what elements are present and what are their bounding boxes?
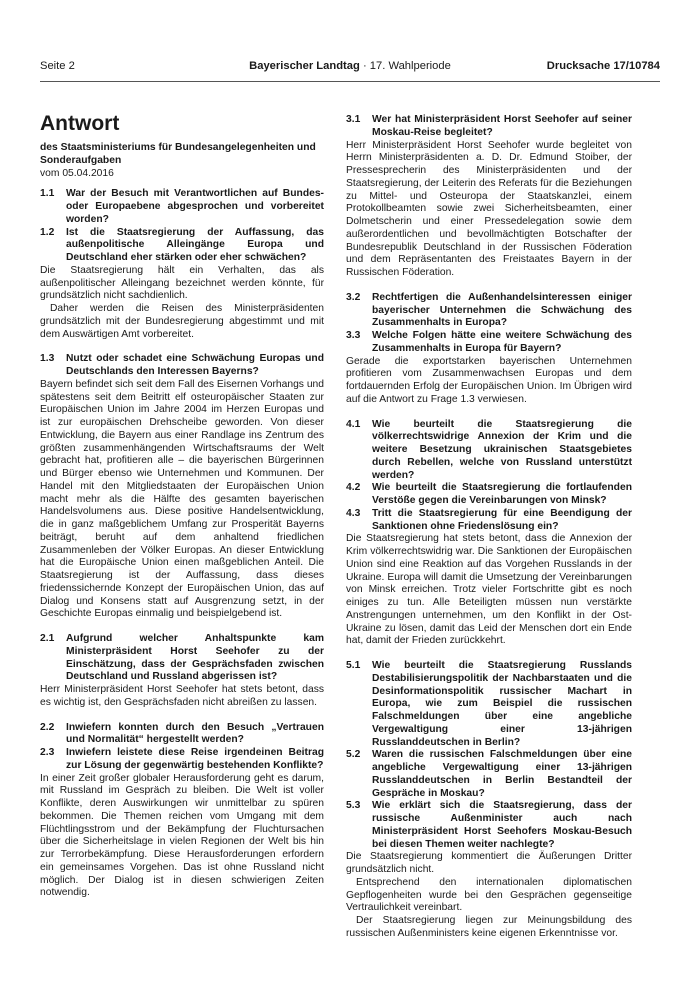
answer-4-3: Die Staatsregierung hat stets betont, dass die Annexion der Krim völkerrechtswidrig war. Die Sanktionen der Europäischen Union sind eine Reaktion auf das Vorgehen Russlands in der Ukraine. Europa will damit die Umsetzung der Vereinbarungen von Minsk erreichen. Trotz vieler Fortschritte gibt es noch einiges zu tun. Alle Beteiligten müssen nun verstärkte Anstrengungen unternehmen, um den Konflikt in der Ost-Ukraine zu lösen, damit das Leid der Menschen dort ein Ende hat, damit der Frieden zurückkehrt. xyxy=(346,533,632,647)
question-2-2 xyxy=(40,722,324,748)
answer-1-paragraph-2: Daher werden die Reisen des Ministerpräsidenten grundsätzlich mit der Bundesregierung abgestimmt und mit dem Auswärtigen Amt vorbereitet. xyxy=(40,303,324,340)
question-4-1 xyxy=(346,419,632,483)
answer-5-paragraph-3: Der Staatsregierung liegen zur Meinungsbildung des russischen Außenministers keine eigenen Erkenntnisse vor. xyxy=(346,915,632,939)
question-number: 4.3 xyxy=(346,507,361,519)
question-4-2 xyxy=(346,482,632,508)
question-text: Welche Folgen hätte eine weitere Schwächung des Zusammenhalts in Europa für Bayern? xyxy=(372,330,632,354)
question-text: Inwiefern leistete diese Reise irgendeinen Beitrag zur Lösung der gegenwärtig bestehenden Konflikte? xyxy=(66,747,324,771)
answer-5-paragraph-2: Entsprechend den internationalen diplomatischen Gepflogenheiten wurde bei den Gesprächen gegenseitige Vertraulichkeit vereinbart. xyxy=(346,876,632,914)
header-separator: · xyxy=(362,60,367,72)
question-text: Wer hat Ministerpräsident Horst Seehofer auf seiner Moskau-Reise begleitet? xyxy=(372,114,632,138)
page-number: Seite 2 xyxy=(40,60,75,72)
question-1-3 xyxy=(40,353,324,379)
question-1-2 xyxy=(40,227,324,265)
answer-title: Antwort xyxy=(40,112,120,135)
question-number: 1.1 xyxy=(40,188,55,200)
question-number: 5.2 xyxy=(346,749,361,761)
left-column xyxy=(40,100,324,900)
question-5-1 xyxy=(346,660,632,749)
right-column xyxy=(346,100,632,941)
question-text: Ist die Staatsregierung der Auffassung, das außenpolitische Alleingänge Europa und Deutschland eher stärken oder eher schwächen? xyxy=(66,226,324,263)
parliament-name: Bayerischer Landtag xyxy=(249,60,360,72)
answer-2-3: In einer Zeit großer globaler Herausforderung geht es darum, mit Russland im Gespräch zu bleiben. Die Welt ist voller Konflikte, deren Auswirkungen wir unmittelbar zu spüren bekommen. Die Themen reichen vom Umgang mit dem Flüchtlingsstrom und der Bekämpfung der Fluchtursachen über die Sicherheitslage in vielen Regionen der Welt bis hin zur Terrorbekämpfung. Diese Herausforderungen erfordern ein gemeinsames Vorgehen. Das ist ohne Russland nicht möglich. Der Dialog ist in diesen schwierigen Zeiten notwendig. xyxy=(40,772,324,899)
question-number: 2.1 xyxy=(40,633,55,644)
question-number: 1.3 xyxy=(40,353,55,365)
answer-1-paragraph-1: Die Staatsregierung hält ein Verhalten, das als außenpolitischer Alleingang bezeichnet werden könnte, für grundsätzlich nicht sachdienlich. xyxy=(40,264,324,302)
question-number: 3.1 xyxy=(346,114,361,125)
question-5-3 xyxy=(346,800,632,851)
question-text: Rechtfertigen die Außenhandelsinteressen einiger bayerischer Unternehmen die Schwächung des Zusammenhalts in Europa? xyxy=(372,291,632,329)
answer-1-3: Bayern befindet sich seit dem Fall des Eisernen Vorhangs und spätestens seit dem Beitritt elf osteuropäischer Staaten zur Europäischen Union im Jahre 2004 im Herzen Europas und ist zur europäischen Drehscheibe geworden. Von dieser Entwicklung, die Bayern aus einer Randlage ins Zentrum des größten zusammenhängenden Wirtschaftsraums der Welt gebracht hat, profitieren alle – die bayerischen Bürgerinnen und Bürger ebenso wie Unternehmen und Kommunen. Der Handel mit den Mitgliedstaaten der Europäischen Union macht mehr als die Hälfte des gesamten bayerischen Handelsvolumens aus. Diese positive Handelsentwicklung, die in ganz maßgeblichem Umfang zur Prosperität Bayerns beiträgt, beruht auf dem anhaltend friedlichen Zusammenleben der Völker Europas. An dieser Entwicklung hat die Europäische Union einen maßgeblichen Anteil. Die Staatsregierung ist der Auffassung, dass dieses friedenssichernde Konzept der Europäischen Union, das auf Dialog und Konsens statt auf Ausgrenzung setzt, in der Geschichte Europas einmalig und beispielgebend ist. xyxy=(40,378,324,620)
document-number: Drucksache 17/10784 xyxy=(546,60,660,72)
question-1-1 xyxy=(40,188,324,226)
question-5-2 xyxy=(346,749,632,800)
page-header xyxy=(40,60,660,80)
question-number: 2.3 xyxy=(40,747,55,758)
answer-date: vom 05.04.2016 xyxy=(40,167,114,179)
question-text: War der Besuch mit Verantwortlichen auf Bundes- oder Europaebene abgesprochen und vorbereitet worden? xyxy=(66,188,324,225)
question-text: Aufgrund welcher Anhaltspunkte kam Ministerpräsident Horst Seehofer zu der Einschätzung, dass der Gesprächsfaden zwischen Deutschland und Russland abgerissen ist? xyxy=(66,633,324,683)
answer-2-1: Herr Ministerpräsident Horst Seehofer hat stets betont, dass es wichtig ist, den Gesprächsfaden nicht abreißen zu lassen. xyxy=(40,684,324,708)
question-text: Wie erklärt sich die Staatsregierung, dass der russische Außenminister auch nach Ministerpräsident Horst Seehofers Moskau-Besuch bei diesen Themen weiter nachlegte? xyxy=(372,800,632,850)
question-text: Wie beurteilt die Staatsregierung Russlands Destabilisierungspolitik der Nachbarstaaten und die Desinformationspolitik russischer Machart in Europa, wie zum Beispiel die russischen Falschmeldungen über eine angebliche Vergewaltigung einer 13-jährigen Russlanddeutschen in Berlin? xyxy=(372,660,632,748)
question-3-1 xyxy=(346,114,632,140)
answer-3-3: Gerade die exportstarken bayerischen Unternehmen profitieren vom Zusammenwachsen Europas und dem fortdauernden Erfolg der Europäischen Union. Im Übrigen wird auf die Antwort zu Frage 1.3 verwiesen. xyxy=(346,355,632,405)
question-2-3 xyxy=(40,747,324,773)
header-rule xyxy=(40,81,660,82)
question-4-3 xyxy=(346,508,632,534)
question-number: 4.2 xyxy=(346,482,361,494)
question-text: Nutzt oder schadet eine Schwächung Europas und Deutschlands den Interessen Bayerns? xyxy=(66,353,324,377)
question-number: 5.3 xyxy=(346,800,361,812)
question-text: Waren die russischen Falschmeldungen über eine angebliche Vergewaltigung einer 13-jährigen Russlanddeutschen in Berlin Bestandteil der Gespräche in Moskau? xyxy=(372,749,632,799)
question-text: Inwiefern konnten durch den Besuch „Vertrauen und Normalität“ hergestellt werden? xyxy=(66,721,324,746)
question-number: 5.1 xyxy=(346,660,361,671)
question-number: 2.2 xyxy=(40,721,55,733)
question-text: Wie beurteilt die Staatsregierung die völkerrechtswidrige Annexion der Krim und die weitere Besetzung ukrainischen Staatsgebietes durch Rebellen, welche von Russland unterstützt werden? xyxy=(372,418,632,481)
question-3-3 xyxy=(346,330,632,356)
question-2-1 xyxy=(40,633,324,684)
question-number: 1.2 xyxy=(40,226,55,238)
answer-5-paragraph-1: Die Staatsregierung kommentiert die Äußerungen Dritter grundsätzlich nicht. xyxy=(346,851,632,875)
question-number: 3.3 xyxy=(346,330,361,341)
question-text: Tritt die Staatsregierung für eine Beendigung der Sanktionen ohne Friedenslösung ein? xyxy=(372,507,632,532)
question-3-2 xyxy=(346,292,632,330)
answer-subtitle: des Staatsministeriums für Bundesangelegenheiten und Sonderaufgaben xyxy=(40,142,316,166)
answer-3-1: Herr Ministerpräsident Horst Seehofer wurde begleitet von Herrn Ministerpräsidenten a. D. Dr. Edmund Stoiber, der Pressesprecherin des Ministerpräsidenten und der Staatsregierung, der Leiterin des Referats für die Beziehungen zu Mittel- und Osteuropa der Staatskanzlei, einem Protokollbeamten sowie zwei Sicherheitsbeamten, einer Dolmetscherin und einer Pressedelegation sowie dem außerordentlichen und bevollmächtigten Botschafter der Bundesrepublik Deutschland in der Russischen Föderation und dem Repräsentanten des Freistaates Bayern in der Russischen Föderation. xyxy=(346,139,632,278)
legislative-period: 17. Wahlperiode xyxy=(369,60,451,72)
question-number: 3.2 xyxy=(346,291,361,303)
question-number: 4.1 xyxy=(346,418,361,430)
question-text: Wie beurteilt die Staatsregierung die fortlaufenden Verstöße gegen die Vereinbarungen von Minsk? xyxy=(372,482,632,506)
